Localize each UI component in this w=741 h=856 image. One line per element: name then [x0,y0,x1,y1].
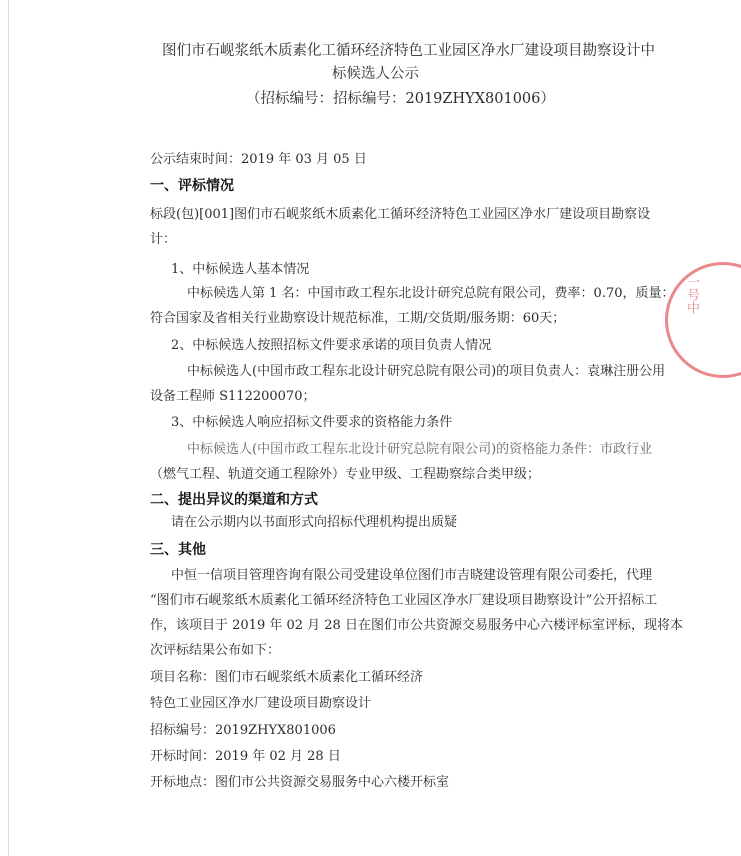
title-line-3: （招标编号：招标编号：2019ZHYX801006） [246,91,555,107]
lot-line-2: 计： [150,232,177,247]
open-place: 开标地点：图们市公共资源交易服务中心六楼开标室 [150,775,450,790]
item-1-line-1: 中标候选人第 1 名：中国市政工程东北设计研究总院有限公司，费率：0.70，质量： [187,286,675,301]
item-2-line-1: 中标候选人(中国市政工程东北设计研究总院有限公司)的项目负责人：袁琳注册公用 [187,364,666,379]
item-3-line-1: 中标候选人(中国市政工程东北设计研究总院有限公司)的资格能力条件：市政行业 [187,442,653,457]
title-line-1: 图们市石岘浆纸木质素化工循环经济特色工业园区净水厂建设项目勘察设计中 [162,43,655,59]
section-heading-other: 三、其他 [150,542,206,558]
item-2-line-2: 设备工程师 S112200070； [150,389,316,404]
page-edge [8,0,9,856]
other-para-line-4: 次评标结果公布如下： [150,643,281,658]
other-para-line-3: 作，该项目于 2019 年 02 月 28 日在图们市公共资源交易服务中心六楼评标室评标，现将本 [150,618,683,633]
objection-text: 请在公示期内以书面形式向招标代理机构提出质疑 [171,515,458,530]
red-seal-stamp [665,262,741,378]
item-3-title: 3、中标候选人响应招标文件要求的资格能力条件 [171,415,453,430]
other-para-line-2: “图们市石岘浆纸木质素化工循环经济特色工业园区净水厂建设项目勘察设计”公开招标工 [150,593,658,608]
seal-text: 一号中 [684,275,699,314]
other-para-line-1: 中恒一信项目管理咨询有限公司受建设单位图们市吉晓建设管理有限公司委托，代理 [171,568,653,583]
item-1-title: 1、中标候选人基本情况 [171,262,310,277]
section-heading-objection: 二、提出异议的渠道和方式 [150,492,318,508]
title-line-2: 标候选人公示 [332,66,419,82]
project-name-line-1: 项目名称：图们市石岘浆纸木质素化工循环经济 [150,670,424,685]
bid-number: 招标编号：2019ZHYX801006 [150,723,336,738]
project-name-line-2: 特色工业园区净水厂建设项目勘察设计 [150,696,372,711]
item-1-line-2: 符合国家及省相关行业勘察设计规范标准，工期/交货期/服务期：60天； [150,311,566,326]
item-3-line-2: （燃气工程、轨道交通工程除外）专业甲级、工程勘察综合类甲级； [150,467,541,482]
publish-end-time: 公示结束时间：2019 年 03 月 05 日 [150,152,367,167]
open-time: 开标时间：2019 年 02 月 28 日 [150,749,341,764]
section-heading-evaluation: 一、评标情况 [150,178,234,194]
item-2-title: 2、中标候选人按照招标文件要求承诺的项目负责人情况 [171,338,492,353]
lot-line-1: 标段(包)[001]图们市石岘浆纸木质素化工循环经济特色工业园区净水厂建设项目勘察设 [150,207,651,222]
